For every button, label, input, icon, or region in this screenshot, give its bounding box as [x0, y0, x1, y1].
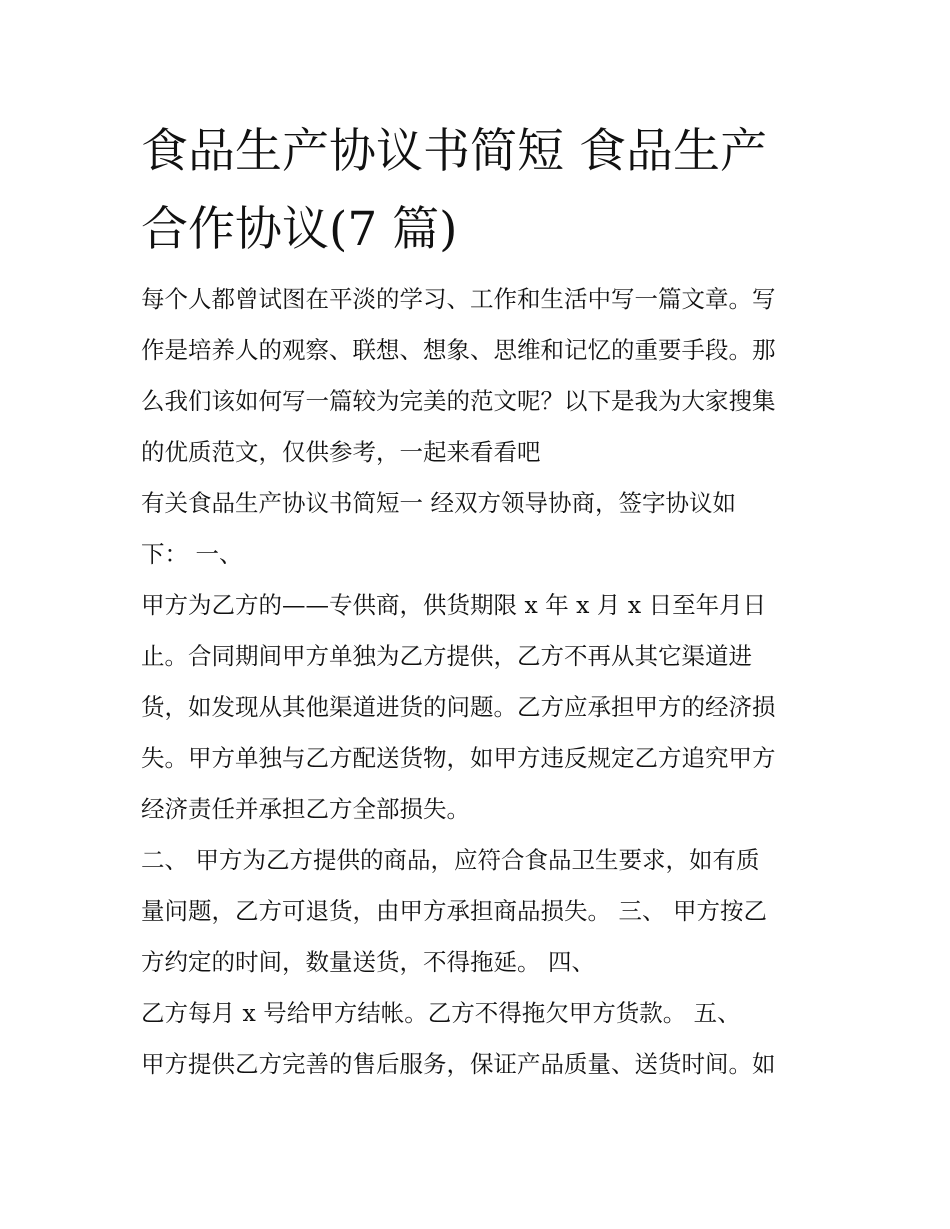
body-line: 乙方每月 x 号给甲方结帐。乙方不得拖欠甲方货款。 五、	[141, 999, 741, 1027]
body-line: 止。合同期间甲方单独为乙方提供，乙方不再从其它渠道进	[141, 642, 752, 670]
body-line: 甲方为乙方的——专供商，供货期限 x 年 x 月 x 日至年月日	[141, 591, 767, 619]
body-line: 作是培养人的观察、联想、想象、思维和记忆的重要手段。那	[141, 336, 776, 364]
document-body	[141, 274, 831, 1090]
title-line: 食品生产协议书简短 食品生产	[141, 124, 767, 179]
body-line: 每个人都曾试图在平淡的学习、工作和生活中写一篇文章。写	[141, 285, 776, 313]
body-line: 的优质范文，仅供参考，一起来看看吧	[141, 438, 541, 466]
body-line: 二、 甲方为乙方提供的商品，应符合食品卫生要求，如有质	[141, 846, 760, 874]
body-line: 经济责任并承担乙方全部损失。	[141, 795, 470, 823]
title-line: 合作协议(7 篇)	[141, 202, 458, 257]
body-line: 有关食品生产协议书简短一 经双方领导协商，签字协议如	[141, 489, 736, 517]
body-line: 甲方提供乙方完善的售后服务，保证产品质量、送货时间。如	[141, 1050, 776, 1078]
body-line: 量问题，乙方可退货，由甲方承担商品损失。 三、 甲方按乙	[141, 897, 767, 925]
document-title	[141, 113, 821, 269]
body-line: 失。甲方单独与乙方配送货物，如甲方违反规定乙方追究甲方	[141, 744, 776, 772]
body-line: 货，如发现从其他渠道进货的问题。乙方应承担甲方的经济损	[141, 693, 776, 721]
body-line: 下： 一、	[141, 540, 243, 568]
body-line: 么我们该如何写一篇较为完美的范文呢？以下是我为大家搜集	[141, 387, 776, 415]
body-line: 方约定的时间，数量送货，不得拖延。 四、	[141, 948, 595, 976]
